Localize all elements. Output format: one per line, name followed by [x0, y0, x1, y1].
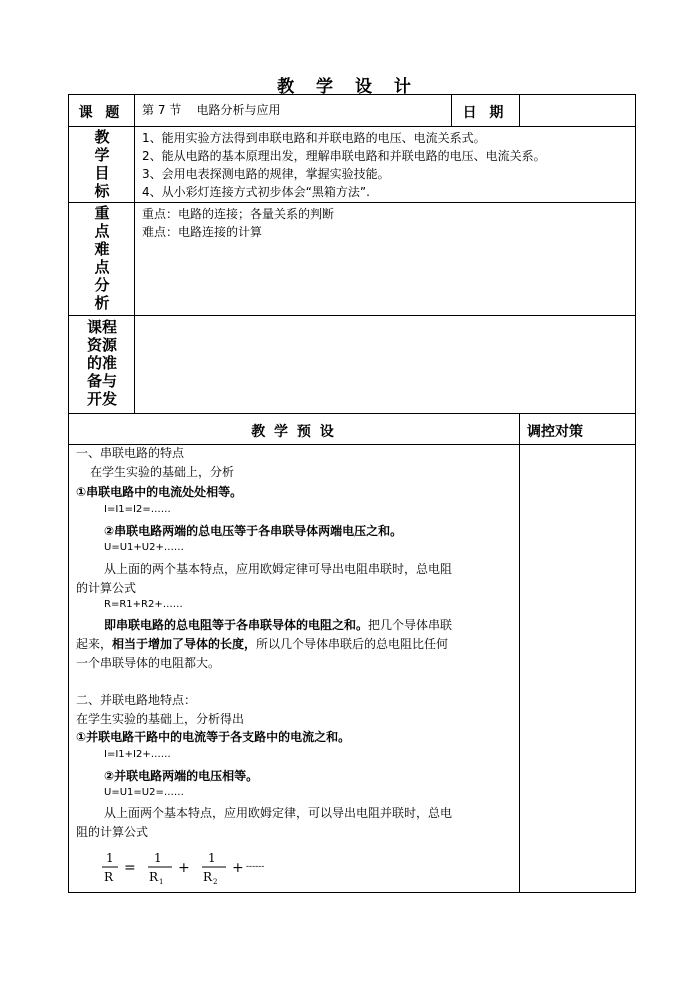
formula-dots: ------	[246, 862, 265, 872]
formula-plus: +	[178, 860, 190, 876]
body-text: 从上面两个基本特点，应用欧姆定律，可以导出电阻并联时，总电	[104, 806, 453, 820]
row-divider	[68, 202, 636, 203]
key-statement: ②并联电路两端的电压相等。	[104, 769, 259, 783]
formula-den: R	[203, 870, 213, 884]
col-divider	[134, 94, 135, 413]
page-title: 教 学 设 计	[277, 77, 419, 97]
objective-item: 2、能从电路的基本原理出发，理解串联电路和并联电路的电压、电流关系。	[142, 149, 546, 163]
topic-label: 课 题	[78, 105, 124, 121]
body-text: 阻的计算公式	[76, 825, 149, 839]
objective-item: 4、从小彩灯连接方式初步体会“黑箱方法”.	[142, 185, 370, 199]
formula-den: R	[104, 870, 114, 884]
section-title: 二、并联电路地特点：	[76, 693, 197, 707]
conclusion-line: 一个串联导体的电阻都大。	[76, 656, 221, 670]
col-divider	[519, 413, 520, 893]
col-divider	[519, 94, 520, 126]
date-label: 日 期	[462, 105, 508, 121]
objective-item: 3、会用电表探测电路的规律，掌握实验技能。	[142, 167, 390, 181]
resources-label: 课程 资源 的准 备与 开发	[86, 318, 117, 408]
formula-eq: =	[124, 860, 136, 876]
formula-num: 1	[154, 851, 162, 865]
key-statement: ①并联电路干路中的电流等于各支路中的电流之和。	[76, 730, 351, 744]
body-text: 的计算公式	[76, 581, 137, 595]
formula-num: 1	[106, 851, 114, 865]
conclusion-line: 即串联电路的总电阻等于各串联导体的电阻之和。把几个导体串联	[104, 618, 453, 632]
formula-text: U=U1=U2=……	[104, 787, 184, 798]
topic-value: 第 7 节 电路分析与应用	[142, 103, 281, 117]
formula-text: I=I1+I2+……	[104, 749, 171, 760]
formula-num: 1	[208, 851, 216, 865]
formula-sub: 1	[159, 878, 164, 886]
row-divider	[68, 315, 636, 316]
parallel-resistance-formula	[100, 850, 320, 886]
row-divider	[68, 413, 636, 414]
key-statement: ②串联电路两端的总电压等于各串联导体两端电压之和。	[104, 524, 403, 538]
preset-header: 教 学 预 设	[251, 424, 336, 440]
body-text: 从上面的两个基本特点，应用欧姆定律可导出电阻串联时，总电阻	[104, 562, 453, 576]
section-title: 一、串联电路的特点	[76, 446, 185, 460]
formula-sub: 2	[213, 878, 218, 886]
key-statement: ①串联电路中的电流处处相等。	[76, 485, 243, 499]
objective-item: 1、能用实验方法得到串联电路和并联电路的电压、电流关系式。	[142, 131, 486, 145]
key-point-item: 难点：电路连接的计算	[142, 225, 263, 239]
objectives-label: 教 学 目 标	[94, 128, 110, 200]
formula-plus: +	[232, 860, 244, 876]
formula-text: I=I1=I2=……	[104, 504, 171, 515]
row-divider	[68, 126, 636, 127]
key-points-label: 重 点 难 点 分 析	[94, 204, 110, 312]
formula-text: U=U1+U2+……	[104, 542, 184, 553]
key-point-item: 重点：电路的连接；各量关系的判断	[142, 207, 335, 221]
body-text: 在学生实验的基础上，分析得出	[76, 712, 245, 726]
formula-den: R	[149, 870, 159, 884]
body-text: 在学生实验的基础上，分析	[90, 465, 235, 479]
conclusion-line: 起来，相当于增加了导体的长度，所以几个导体串联后的总电阻比任何	[76, 637, 449, 651]
formula-text: R=R1+R2+……	[104, 599, 183, 610]
control-header: 调控对策	[527, 424, 583, 440]
